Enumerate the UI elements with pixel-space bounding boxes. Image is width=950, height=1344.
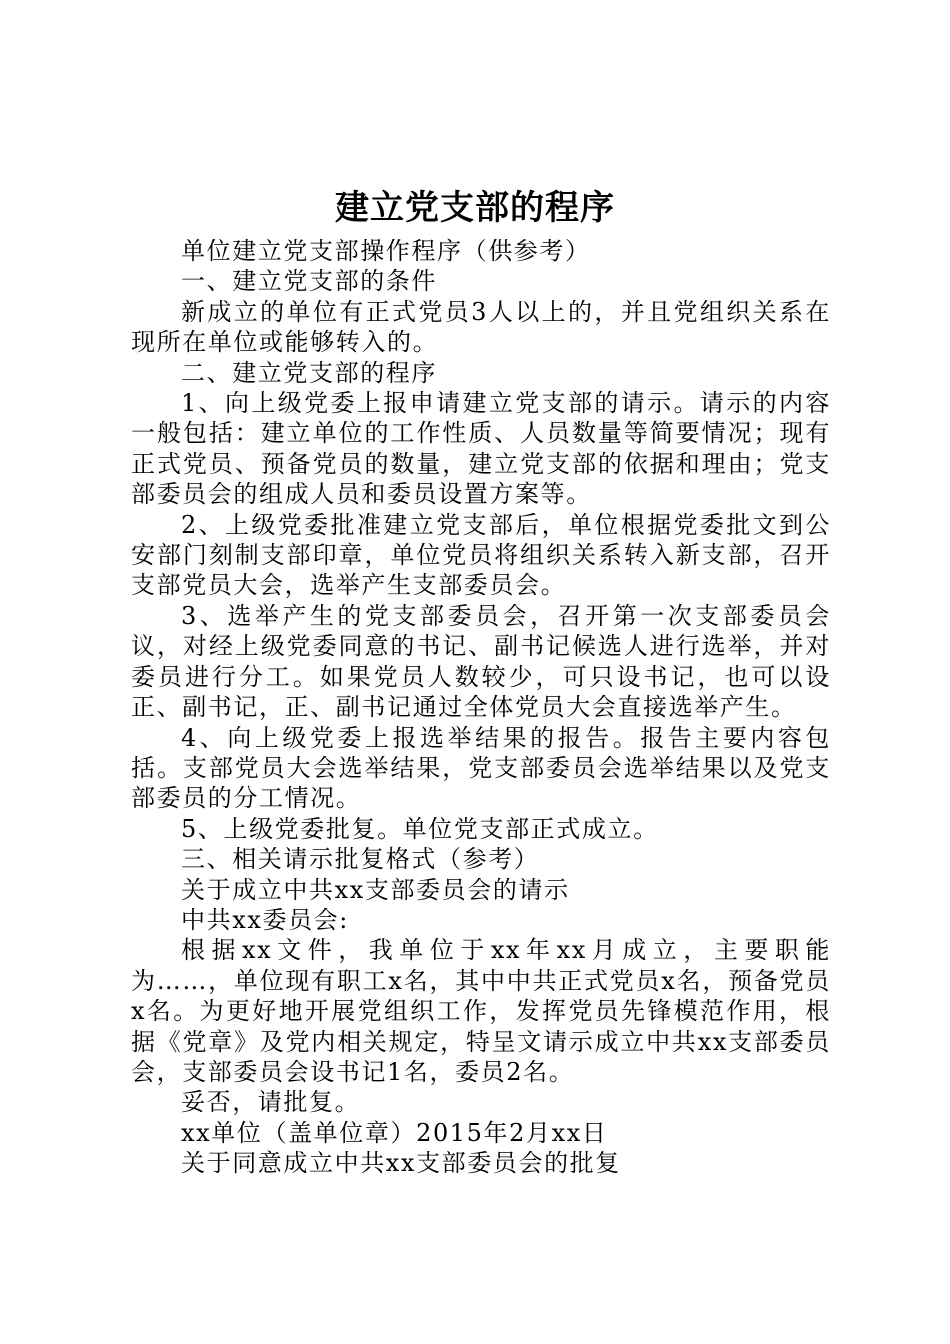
request-signature: xx单位（盖单位章）2015年2月xx日 <box>181 1118 608 1147</box>
paragraph-subtitle: 单位建立党支部操作程序（供参考） <box>181 237 591 265</box>
paragraph-step-4: 4、向上级党委上报选举结果的报告。报告主要内容包括。支部党员大会选举结果，党支部委员会选举结果以及党支部委员的分工情况。 <box>131 723 831 813</box>
section-heading-procedure: 二、建立党支部的程序 <box>181 358 437 387</box>
paragraph-conditions: 新成立的单位有正式党员3人以上的，并且党组织关系在现所在单位或能够转入的。 <box>131 297 831 357</box>
section-heading-conditions: 一、建立党支部的条件 <box>181 267 437 296</box>
request-body: 根据xx文件，我单位于xx年xx月成立，主要职能为……，单位现有职工x名，其中中共正式党员x名，预备党员x名。为更好地开展党组织工作，发挥党员先锋模范作用，根据《党章》及党内相关规定，特呈文请示成立中共xx支部委员会，支部委员会设书记1名，委员2名。 <box>131 936 831 1086</box>
paragraph-step-1: 1、向上级党委上报申请建立党支部的请示。请示的内容一般包括：建立单位的工作性质、人员数量等简要情况；现有正式党员、预备党员的数量，建立党支部的依据和理由；党支部委员会的组成人员和委员设置方案等。 <box>131 389 831 509</box>
request-addressee: 中共xx委员会: <box>181 905 349 934</box>
request-title: 关于成立中共xx支部委员会的请示 <box>181 875 570 904</box>
document-body <box>131 236 831 1179</box>
approval-title: 关于同意成立中共xx支部委员会的批复 <box>181 1149 621 1178</box>
paragraph-step-5: 5、上级党委批复。单位党支部正式成立。 <box>181 814 659 843</box>
document-title: 建立党支部的程序 <box>335 188 615 228</box>
paragraph-step-3: 3、选举产生的党支部委员会，召开第一次支部委员会议，对经上级党委同意的书记、副书记候选人进行选举，并对委员进行分工。如果党员人数较少，可只设书记，也可以设正、副书记，正、副书记通过全体党员大会直接选举产生。 <box>131 601 831 722</box>
paragraph-step-2: 2、上级党委批准建立党支部后，单位根据党委批文到公安部门刻制支部印章，单位党员将组织关系转入新支部，召开支部党员大会，选举产生支部委员会。 <box>131 510 831 600</box>
request-closing: 妥否，请批复。 <box>181 1088 361 1117</box>
section-heading-formats: 三、相关请示批复格式（参考） <box>181 845 540 874</box>
